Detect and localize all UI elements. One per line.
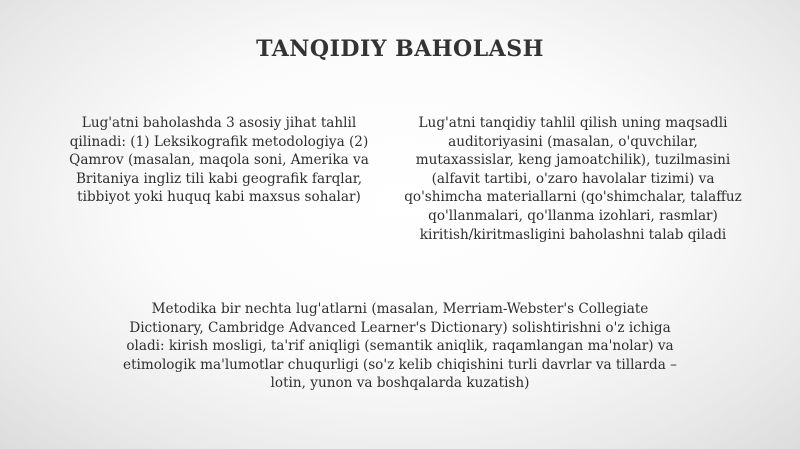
slide-title: TANQIDIY BAHOLASH [256,36,544,62]
left-paragraph: Lug'atni baholashda 3 asosiy jihat tahlil qilinadi: (1) Leksikografik metodologiya (2) Qamrov (masalan, maqola soni, Amerika va Britaniya ingliz tili kabi geografik farqlar, tibbiyot yoki huquq kabi maxsus sohalar) [69,115,369,206]
bottom-paragraph: Metodika bir nechta lug'atlarni (masalan, Merriam-Webster's Collegiate Dictionary, Cambridge Advanced Learner's Dictionary) solishtirishni o'z ichiga oladi: kirish mosligi, ta'rif aniqligi (semantik aniqlik, raqamlangan ma'nolar) va etimologik ma'lumotlar chuqurligi (so'z kelib chiqishini turli davrlar va tillarda – lotin, yunon va boshqalarda kuzatish) [123,301,677,392]
right-paragraph: Lug'atni tanqidiy tahlil qilish uning maqsadli auditoriyasini (masalan, o'quvchilar, mutaxassislar, keng jamoatchilik), tuzilmasini (alfavit tartibi, o'zaro havolalar tizimi) va qo'shimcha materiallarni (qo'shimchalar, talaffuz qo'llanmalari, qo'llanma izohlari, rasmlar) kiritish/kiritmasligini baholashni talab qiladi [404,115,742,243]
